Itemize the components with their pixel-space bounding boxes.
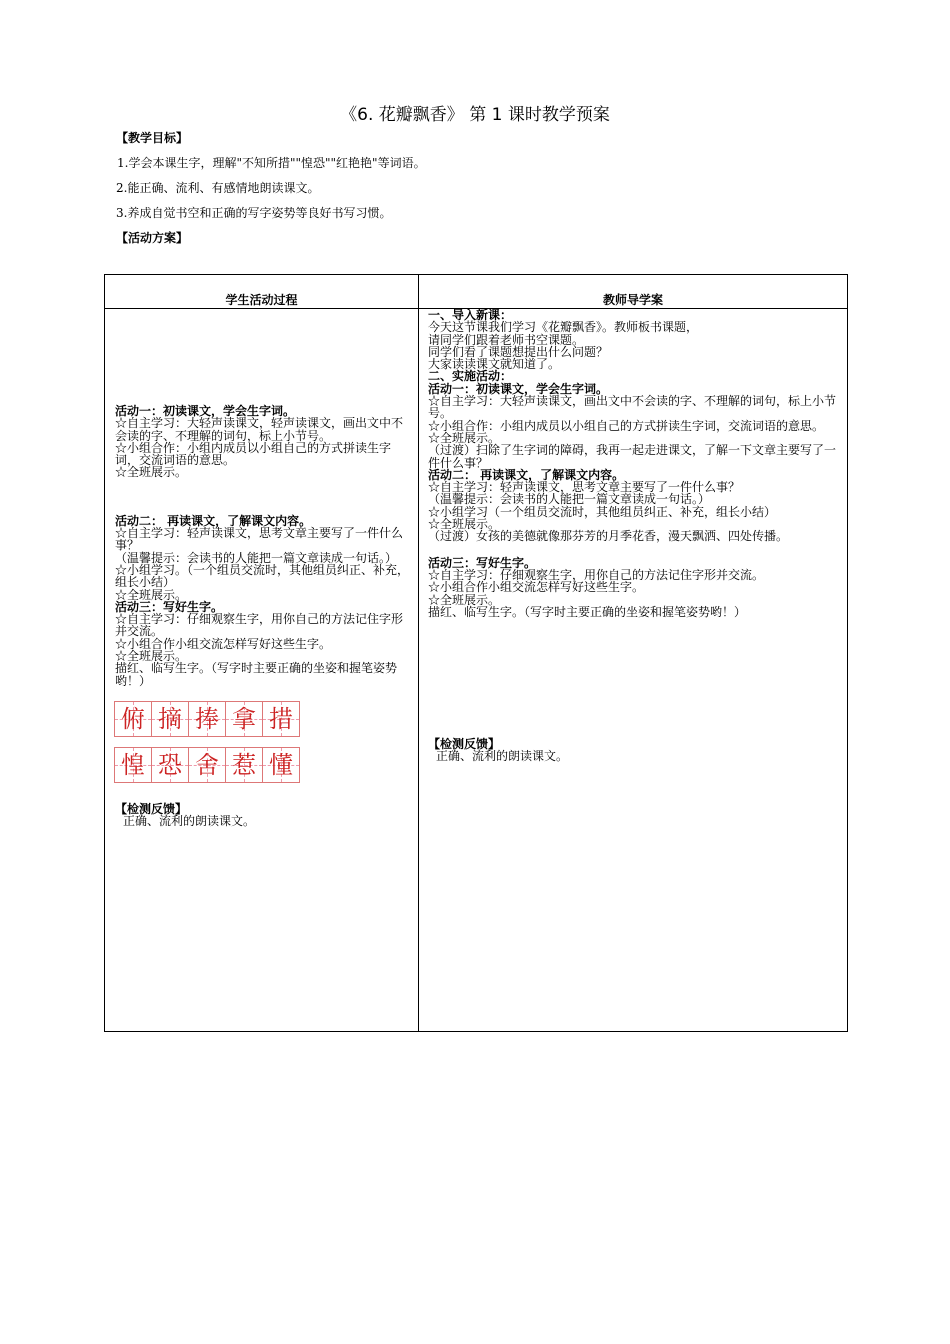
activity-title: 活动一：初读课文，学会生字词。 bbox=[115, 404, 296, 418]
text-line: （过渡）扫除了生字词的障碍，我再一起走进课文，了解一下文章主要写了一件什么事？ bbox=[428, 443, 837, 470]
text-line: ☆全班展示。 bbox=[428, 430, 501, 445]
student-cell bbox=[105, 309, 419, 1032]
text-line: ☆全班展示。 bbox=[115, 465, 188, 480]
text-line: ☆小组合作：小组内成员以小组自己的方式拼读生字词，交流词语的意思。 bbox=[428, 418, 825, 433]
plan-heading: 【活动方案】 bbox=[116, 231, 189, 245]
practice-char: 恐 bbox=[151, 747, 189, 783]
section-title: 二、实施活动： bbox=[428, 369, 513, 384]
practice-char: 舍 bbox=[188, 747, 226, 783]
activity-title: 活动二： 再读课文，了解课文内容。 bbox=[115, 513, 312, 528]
goal-item: 2.能正确、流利、有感情地朗读课文。 bbox=[116, 181, 320, 195]
section-title: 一、导入新课： bbox=[428, 308, 513, 322]
text-line: （温馨提示：会读书的人能把一篇文章读成一句话。） bbox=[428, 492, 711, 507]
text-line: ☆小组合作小组交流怎样写好这些生字。 bbox=[428, 580, 645, 595]
character-practice-row bbox=[115, 747, 412, 783]
goals-heading: 【教学目标】 bbox=[116, 131, 189, 145]
feedback-text: 正确、流利的朗读课文。 bbox=[436, 749, 569, 764]
goal-item: 3.养成自觉书空和正确的写字姿势等良好书写习惯。 bbox=[116, 206, 392, 220]
teacher-cell bbox=[419, 309, 848, 1032]
practice-char: 拿 bbox=[225, 701, 263, 737]
activity-title: 活动二： 再读课文，了解课文内容。 bbox=[428, 467, 625, 482]
text-line: ☆全班展示。 bbox=[428, 517, 501, 532]
practice-char: 捧 bbox=[188, 701, 226, 737]
feedback-title: 【检测反馈】 bbox=[115, 801, 188, 816]
text-line: ☆全班展示。 bbox=[115, 649, 188, 664]
practice-char: 俯 bbox=[114, 701, 152, 737]
text-line: 同学们看了课题想提出什么问题？ bbox=[428, 344, 609, 359]
text-line: ☆小组学习（一个组员交流时，其他组员纠正、补充，组长小结） bbox=[428, 504, 777, 519]
activity-title: 活动三：写好生字。 bbox=[115, 599, 224, 614]
practice-char: 惹 bbox=[225, 747, 263, 783]
practice-char: 惶 bbox=[114, 747, 152, 783]
text-line: 大家读读课文就知道了。 bbox=[428, 357, 561, 372]
activity-title: 活动三：写好生字。 bbox=[428, 555, 537, 570]
text-line: （过渡）女孩的美德就像那芬芳的月季花香，漫天飘洒、四处传播。 bbox=[428, 529, 789, 544]
text-line: ☆全班展示。 bbox=[115, 587, 188, 602]
text-line: ☆自主学习：轻声读课文，思考文章主要写了一件什么事？ bbox=[115, 526, 404, 553]
practice-char: 措 bbox=[262, 701, 300, 737]
text-line: 今天这节课我们学习《花瓣飘香》。教师板书课题， bbox=[428, 320, 699, 335]
page-title: 《6. 花瓣飘香》 第 1 课时教学预案 bbox=[340, 105, 610, 125]
character-practice-row bbox=[115, 701, 412, 737]
col-header-student: 学生活动过程 bbox=[105, 275, 419, 309]
text-line: ☆自主学习：仔细观察生字，用你自己的方法记住字形并交流。 bbox=[428, 567, 765, 582]
practice-char: 懂 bbox=[262, 747, 300, 783]
text-line: （温馨提示：会读书的人能把一篇文章读成一句话。） bbox=[115, 550, 398, 565]
practice-char: 摘 bbox=[151, 701, 189, 737]
col-header-teacher: 教师导学案 bbox=[419, 275, 848, 309]
feedback-title: 【检测反馈】 bbox=[428, 737, 501, 752]
text-line: ☆全班展示。 bbox=[428, 592, 501, 607]
text-line: ☆自主学习：大轻声读课文，画出文中不会读的字、不理解的词句，标上小节号。 bbox=[428, 394, 837, 421]
text-line: ☆小组合作：小组内成员以小组自己的方式拼读生字词，交流词语的意思。 bbox=[115, 440, 392, 468]
text-line: ☆小组合作小组交流怎样写好这些生字。 bbox=[115, 636, 332, 651]
text-line: ☆自主学习：大轻声读课文，轻声读课文，画出文中不会读的字、不理解的词句，标上小节号。 bbox=[115, 416, 404, 443]
text-line: 请同学们跟着老师书空课题。 bbox=[428, 332, 585, 347]
text-line: ☆自主学习：轻声读课文，思考文章主要写了一件什么事？ bbox=[428, 480, 741, 495]
text-line: 描红、临写生字。（写字时主要正确的坐姿和握笔姿势哟！） bbox=[428, 604, 747, 619]
text-line: ☆小组学习。（一个组员交流时，其他组员纠正、补充，组长小结） bbox=[115, 562, 410, 590]
activity-title: 活动一：初读课文，学会生字词。 bbox=[428, 381, 609, 396]
text-line: ☆自主学习：仔细观察生字，用你自己的方法记住字形并交流。 bbox=[115, 612, 404, 639]
text-line: 描红、临写生字。（写字时主要正确的坐姿和握笔姿势哟！） bbox=[115, 661, 398, 688]
activity-table bbox=[104, 274, 848, 1032]
feedback-text: 正确、流利的朗读课文。 bbox=[123, 814, 256, 829]
goal-item: 1.学会本课生字，理解"不知所措""惶恐""红艳艳"等词语。 bbox=[117, 156, 426, 170]
